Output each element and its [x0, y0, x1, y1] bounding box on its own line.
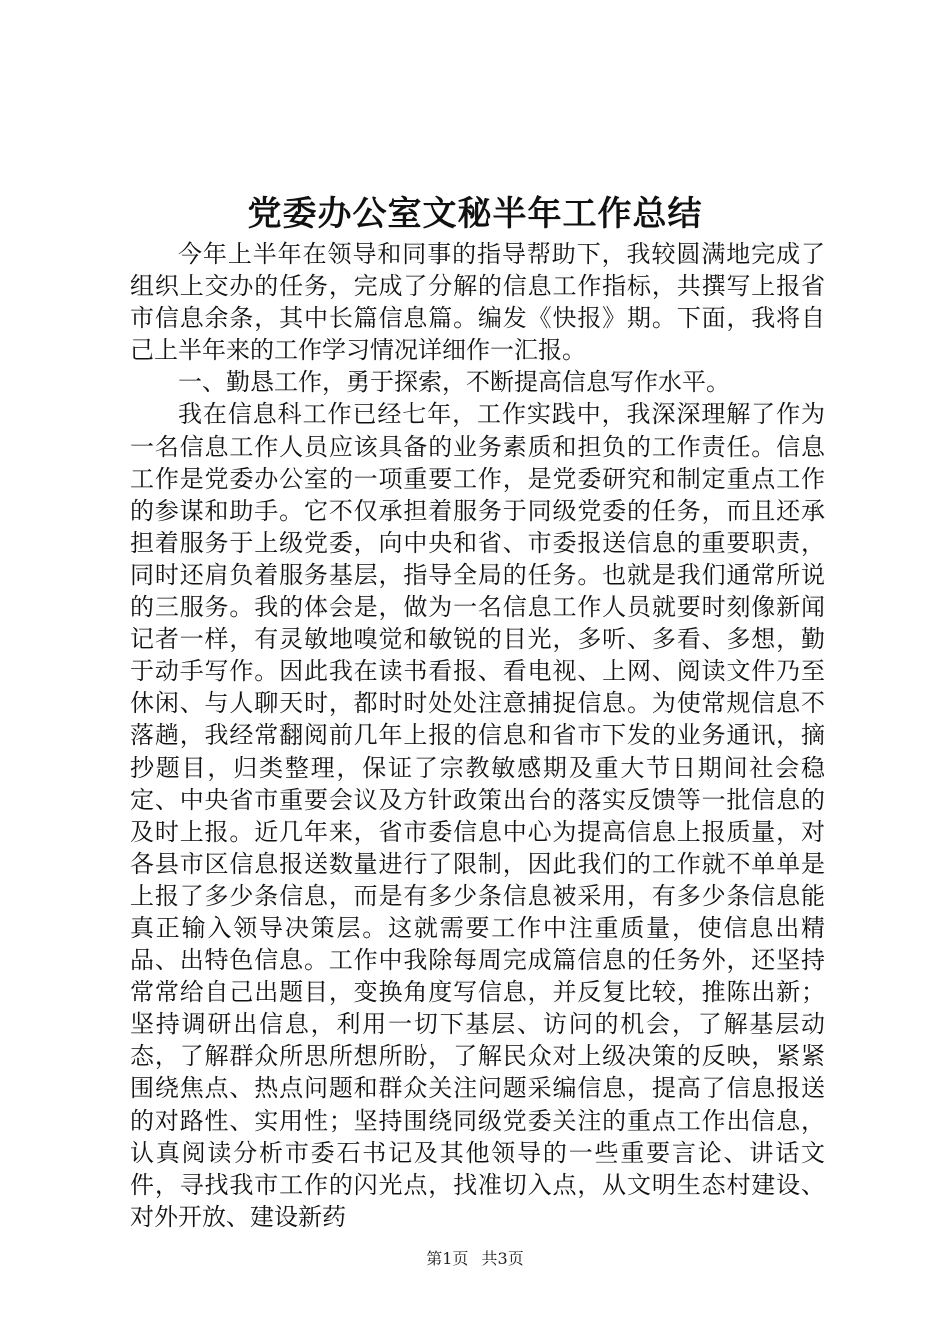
paragraph-section-heading: 一、勤恳工作，勇于探索，不断提高信息写作水平。: [178, 368, 730, 397]
paragraph-body: 我在信息科工作已经七年，工作实践中，我深深理解了作为一名信息工作人员应该具备的业务素质和担负的工作责任。信息工作是党委办公室的一项重要工作，是党委研究和制定重点工作的参谋和助手。它不仅承担着服务于同级党委的任务，而且还承担着服务于上级党委，向中央和省、市委报送信息的重要职责，同时还肩负着服务基层，指导全局的任务。也就是我们通常所说的三服务。我的体会是，做为一名信息工作人员就要时刻像新闻记者一样，有灵敏地嗅觉和敏锐的目光，多听、多看、多想，勤于动手写作。因此我在读书看报、看电视、上网、阅读文件乃至休闲、与人聊天时，都时时处处注意捕捉信息。为使常规信息不落趟，我经常翻阅前几年上报的信息和省市下发的业务通讯，摘抄题目，归类整理，保证了宗教敏感期及重大节日期间社会稳定、中央省市重要会议及方针政策出台的落实反馈等一批信息的及时上报。近几年来，省市委信息中心为提高信息上报质量，对各县市区信息报送数量进行了限制，因此我们的工作就不单单是上报了多少条信息，而是有多少条信息被采用，有多少条信息能真正输入领导决策层。这就需要工作中注重质量，使信息出精品、出特色信息。工作中我除每周完成篇信息的任务外，还坚持常常给自己出题目，变换角度写信息，并反复比较，推陈出新；坚持调研出信息，利用一切下基层、访问的机会，了解基层动态，了解群众所思所想所盼，了解民众对上级决策的反映，紧紧围绕焦点、热点问题和群众关注问题采编信息，提高了信息报送的对路性、实用性；坚持围绕同级党委关注的重点工作出信息，认真阅读分析市委石书记及其他领导的一些重要言论、讲话文件，寻找我市工作的闪光点，找准切入点，从文明生态村建设、对外开放、建设新药: [130, 400, 825, 1231]
document-body: [130, 238, 825, 1233]
paragraph-intro: 今年上半年在领导和同事的指导帮助下，我较圆满地完成了组织上交办的任务，完成了分解的信息工作指标，共撰写上报省市信息余条，其中长篇信息篇。编发《快报》期。下面，我将自己上半年来的工作学习情况详细作一汇报。: [130, 240, 825, 365]
page-number: 第1页: [426, 1249, 469, 1268]
page-footer: [0, 1246, 950, 1269]
page-count: 共3页: [481, 1249, 524, 1268]
document-title: 党委办公室文秘半年工作总结: [247, 194, 703, 234]
